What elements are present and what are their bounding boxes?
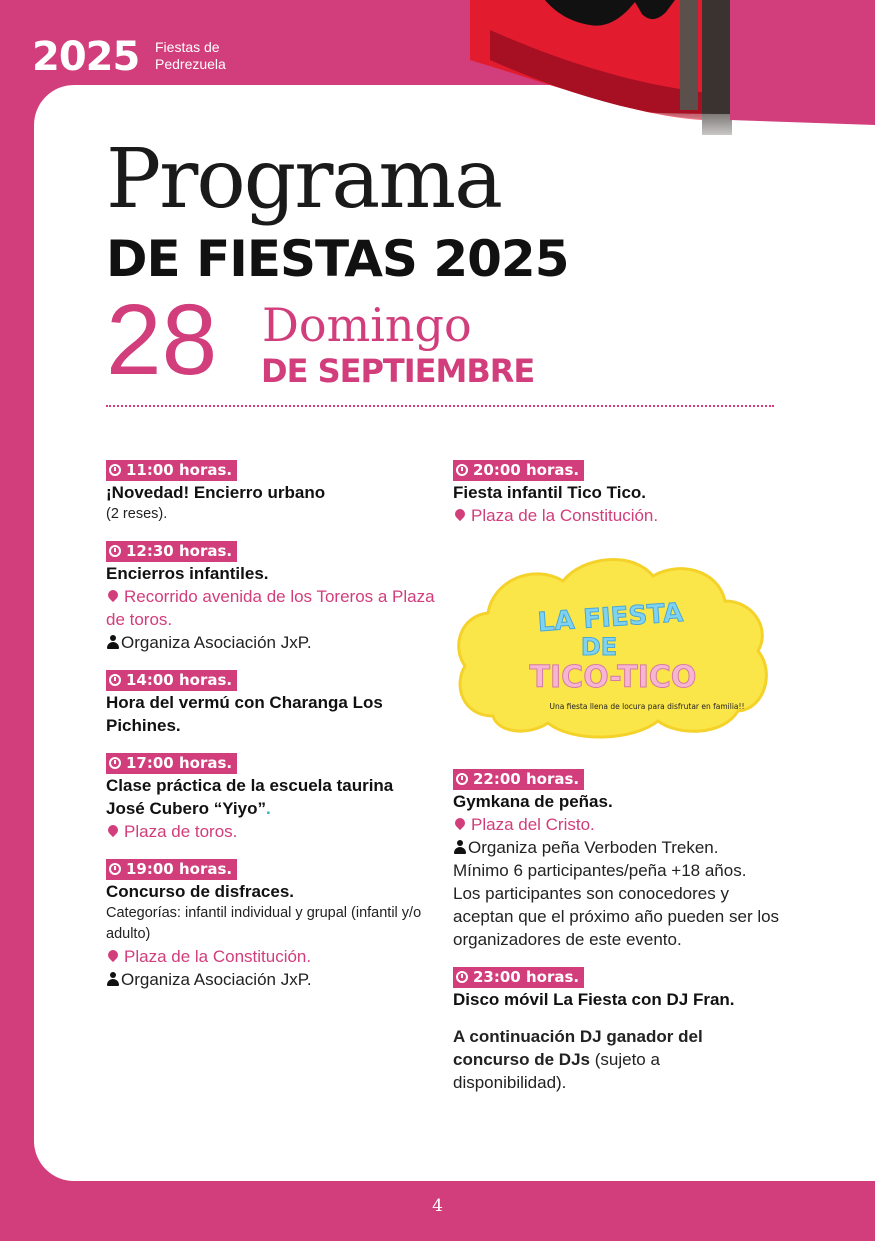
event-title: Disco móvil La Fiesta con DJ Fran. (453, 990, 735, 1009)
event-organizer: Organiza Asociación JxP. (106, 631, 436, 654)
location-pin-icon (106, 948, 120, 962)
clock-icon (456, 773, 468, 785)
time-badge: 17:00 horas. (106, 753, 237, 774)
event-extra: A continuación DJ ganador del concurso de DJs (sujeto a disponibilidad). (453, 1027, 703, 1092)
header-subtitle (155, 39, 226, 73)
event-title: Fiesta infantil Tico Tico. (453, 483, 647, 502)
time-badge: 20:00 horas. (453, 460, 584, 481)
time-badge: 23:00 horas. (453, 967, 584, 988)
logo-line1: LA FIESTA (536, 597, 685, 639)
event-organizer: Organiza peña Verboden Treken. (453, 836, 783, 859)
time-badge: 19:00 horas. (106, 859, 237, 880)
event-note: (2 reses). (106, 506, 168, 522)
logo-tagline: Una fiesta llena de locura para disfrutar en familia!! (549, 702, 745, 711)
event-location: Plaza de toros. (106, 820, 436, 843)
person-icon (106, 972, 120, 986)
program-title: Programa (106, 132, 501, 227)
time-badge: 12:30 horas. (106, 541, 237, 562)
event-title: Concurso de disfraces. (106, 882, 295, 901)
event-item (106, 859, 436, 991)
event-item (453, 460, 783, 527)
event-location: Recorrido avenida de los Toreros a Plaza de toros. (106, 587, 435, 629)
clock-icon (456, 464, 468, 476)
logo-line2: DE (580, 633, 618, 661)
event-organizer: Organiza Asociación JxP. (106, 968, 436, 991)
bullfight-hero-image (430, 0, 875, 150)
location-pin-icon (106, 588, 120, 602)
event-title: ¡Novedad! Encierro urbano (106, 483, 326, 502)
clock-icon (109, 464, 121, 476)
time-badge: 22:00 horas. (453, 769, 584, 790)
event-title: Encierros infantiles. (106, 564, 269, 583)
left-column (106, 460, 436, 1007)
clock-icon (109, 863, 121, 875)
right-column-top (453, 460, 783, 543)
event-location: Plaza del Cristo. (453, 813, 783, 836)
header-subtitle-line1: Fiestas de (155, 39, 220, 55)
event-title: Gymkana de peñas. (453, 792, 613, 811)
tico-tico-logo (453, 551, 773, 743)
person-icon (453, 840, 467, 854)
event-item (106, 541, 436, 654)
event-item (453, 769, 783, 951)
location-pin-icon (453, 507, 467, 521)
event-item (106, 670, 436, 737)
clock-icon (109, 674, 121, 686)
clock-icon (109, 545, 121, 557)
page-number: 4 (432, 1196, 443, 1216)
event-item (106, 460, 436, 525)
time-badge: 11:00 horas. (106, 460, 237, 481)
event-item (106, 753, 436, 843)
right-column-bottom (453, 769, 783, 1110)
event-title: Hora del vermú con Charanga Los Pichines. (106, 693, 383, 735)
event-location: Plaza de la Constitución. (106, 945, 436, 968)
date-month: DE SEPTIEMBRE (261, 352, 535, 390)
clock-icon (109, 757, 121, 769)
program-subtitle: DE FIESTAS 2025 (106, 230, 569, 288)
logo-line3: TICO-TICO (529, 660, 697, 695)
location-pin-icon (453, 816, 467, 830)
dotted-divider (106, 405, 774, 407)
header-subtitle-line2: Pedrezuela (155, 56, 226, 72)
event-location: Plaza de la Constitución. (453, 504, 783, 527)
location-pin-icon (106, 823, 120, 837)
event-detail: Mínimo 6 participantes/peña +18 años. (453, 861, 747, 880)
event-note: Categorías: infantil individual y grupal (infantil y/o adulto) (106, 905, 422, 942)
event-title: Clase práctica de la escuela taurina José Cubero “Yiyo”. (106, 776, 394, 818)
event-item (453, 967, 783, 1094)
time-badge: 14:00 horas. (106, 670, 237, 691)
person-icon (106, 635, 120, 649)
event-detail: Los participantes son conocedores y aceptan que el próximo año pueden ser los organizadores de este evento. (453, 884, 780, 949)
date-day-name: Domingo (262, 298, 472, 352)
clock-icon (456, 971, 468, 983)
bullfighter-leg-2 (680, 0, 698, 110)
header-year: 2025 (32, 34, 140, 80)
date-day-number: 28 (106, 284, 218, 396)
